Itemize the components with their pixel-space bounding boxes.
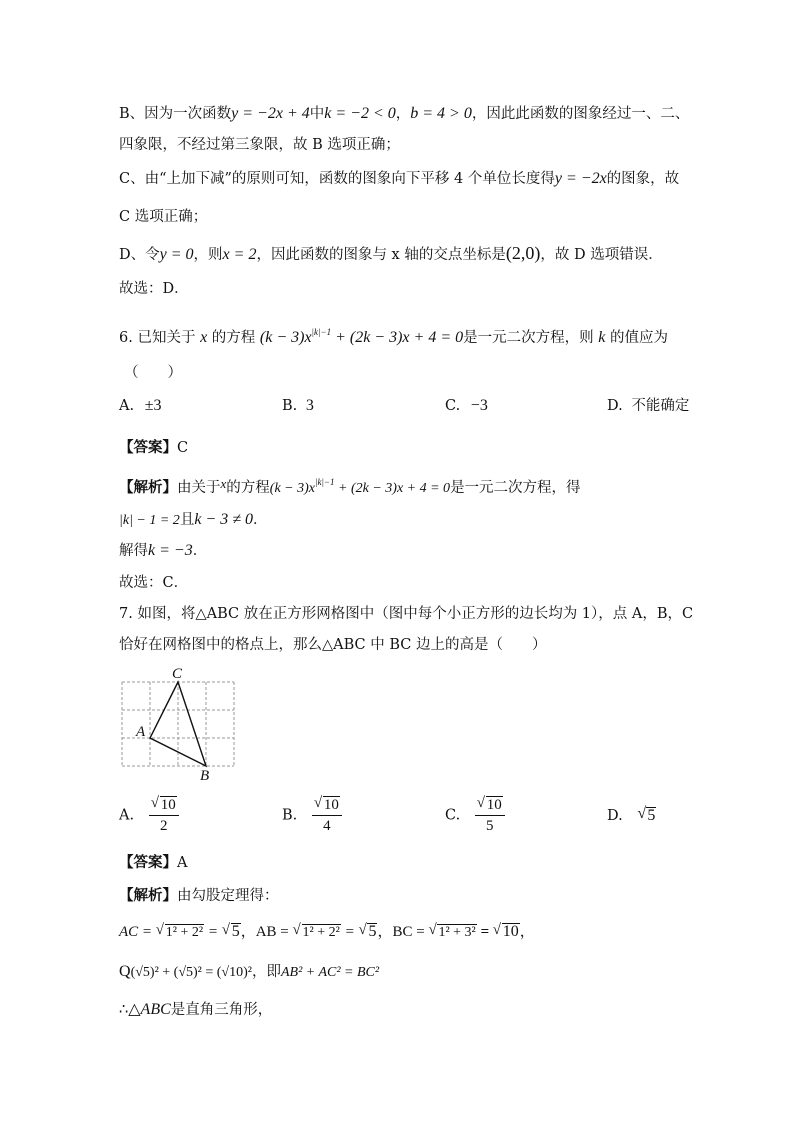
- answer-value: A: [177, 855, 188, 871]
- sqrt: √ 10: [313, 795, 339, 813]
- equation: (√5)² + (√5)² = (√10)²: [130, 965, 252, 980]
- text: ，即: [251, 964, 281, 980]
- q6-analysis-3: [119, 541, 207, 561]
- equation: y = −2x + 4: [231, 105, 310, 122]
- text: 由勾股定理得：: [177, 888, 279, 904]
- sqrt: √ 10: [492, 922, 519, 940]
- text: ，故 D 选项错误．: [540, 247, 663, 263]
- text: 的方程: [226, 480, 270, 496]
- equation: x: [220, 476, 227, 491]
- sqrt: √ 1² + 2²: [292, 922, 340, 940]
- label: C.: [445, 398, 461, 414]
- radicand: 5: [368, 923, 377, 940]
- eq-part: ，: [519, 924, 535, 940]
- equation: [269, 477, 451, 496]
- radicand: 1² + 2²: [302, 925, 340, 940]
- eq-part: =: [476, 924, 493, 940]
- q7-analysis-3: [119, 962, 379, 983]
- text: 是直角三角形，: [170, 1002, 273, 1018]
- q7-stem-1: 7. 如图，将△ABC 放在正方形网格图中（图中每个小正方形的边长均为 1），点 A，B，C: [119, 606, 694, 622]
- text: 的值应为: [609, 330, 668, 346]
- sqrt: √ 5: [637, 805, 656, 824]
- q7-figure: [112, 662, 242, 782]
- eq-part: =: [340, 924, 359, 940]
- radicand: 10: [486, 797, 502, 813]
- radicand: 10: [323, 797, 339, 813]
- denominator: 4: [323, 818, 331, 834]
- text: ，因此此函数的图象经过一、二、: [471, 106, 690, 122]
- text: B、因为一次函数: [119, 106, 232, 122]
- vertex-c-label: C: [172, 666, 183, 682]
- q6-option-d[interactable]: [607, 396, 689, 416]
- vertex-a-label: A: [136, 724, 146, 740]
- radicand: 5: [647, 807, 656, 824]
- value: 不能确定: [631, 398, 690, 414]
- radicand: 1² + 3²: [438, 925, 476, 940]
- text: 中: [309, 106, 325, 122]
- text: 的方程: [211, 330, 256, 346]
- q7-analysis-2: [119, 922, 535, 942]
- q7-option-d[interactable]: [607, 806, 656, 826]
- text: 6. 已知关于: [119, 330, 196, 346]
- option-c-line2: C 选项正确；: [119, 209, 208, 225]
- radicand: 10: [160, 797, 176, 813]
- equation: △ABC: [128, 1001, 171, 1018]
- eq-part: AC =: [119, 924, 156, 940]
- equation: k − 3 ≠ 0: [194, 511, 253, 528]
- text: 是一元二次方程，得: [450, 480, 581, 496]
- value: ±3: [144, 397, 162, 414]
- equation: k = −3: [148, 542, 193, 559]
- q7-answer: [119, 853, 187, 873]
- answer-value: C: [177, 440, 189, 456]
- eq-part: (k − 3)x: [259, 329, 312, 346]
- text: ，因此函数的图象与 x 轴的交点坐标是: [256, 247, 506, 263]
- analysis-tag: 【解析】: [119, 887, 177, 904]
- therefore-symbol: Q: [119, 963, 131, 980]
- q6-option-c[interactable]: [445, 396, 488, 416]
- equation: y = −2x: [554, 170, 607, 187]
- text: ．: [192, 543, 208, 559]
- answer-tag: 【答案】: [119, 439, 177, 456]
- text: ，则: [193, 247, 223, 263]
- label: C.: [445, 807, 461, 824]
- equation: |k| − 1 = 2: [119, 513, 180, 528]
- sqrt: √ 1² + 3²: [428, 922, 476, 940]
- grid-triangle-figure: [112, 662, 242, 782]
- q7-analysis-4: [119, 1000, 272, 1020]
- text: 的图象，故: [606, 171, 680, 187]
- denominator: 5: [486, 818, 494, 834]
- label: A.: [119, 398, 135, 414]
- equation: y = 0: [159, 246, 194, 263]
- option-b-line2: 四象限，不经过第三象限，故 B 选项正确；: [119, 137, 400, 153]
- label: B.: [282, 807, 298, 824]
- radicand: 5: [231, 923, 240, 940]
- radicand: 10: [502, 923, 519, 940]
- label: D.: [607, 808, 623, 824]
- exponent: |k|−1: [311, 327, 332, 337]
- fraction: [475, 796, 505, 835]
- q7-option-b[interactable]: [282, 796, 342, 835]
- answer-line: 故选：D．: [119, 281, 189, 297]
- option-c-line1: [119, 169, 679, 189]
- equation: k = −2 < 0: [324, 105, 396, 122]
- text: 是一元二次方程，则: [463, 330, 594, 346]
- radicand: 1² + 2²: [165, 925, 204, 940]
- q6-analysis-1: [119, 474, 581, 499]
- q7-option-c[interactable]: [445, 796, 505, 835]
- text: C、由“上加下减”的原则可知，函数的图象向下平移 4 个单位长度得: [119, 171, 555, 187]
- text: ，: [395, 106, 411, 122]
- q7-analysis-1: [119, 886, 279, 906]
- text: ．: [253, 512, 268, 528]
- sqrt: √ 10: [476, 795, 502, 813]
- vertex-b-label: B: [200, 768, 210, 782]
- q7-stem-2: 恰好在网格图中的格点上，那么△ABC 中 BC 边上的高是（ ）: [119, 637, 547, 653]
- option-b-line1: [119, 104, 689, 124]
- eq-part: ，AB =: [240, 924, 293, 940]
- sqrt: √ 5: [221, 922, 240, 940]
- equation: x: [200, 329, 208, 346]
- text: 由关于: [177, 480, 221, 496]
- denominator: 2: [159, 818, 168, 834]
- equation: (2,0): [505, 243, 541, 263]
- q6-option-b[interactable]: [282, 396, 314, 416]
- fraction: [312, 796, 342, 835]
- value: 3: [305, 397, 314, 414]
- q6-analysis-4: 故选：C．: [119, 575, 189, 591]
- sqrt: √ 10: [150, 795, 176, 813]
- eq-part: + (2k − 3)x + 4 = 0: [334, 481, 451, 496]
- therefore-symbol: ∴: [119, 1002, 129, 1018]
- sqrt: √ 5: [358, 922, 377, 940]
- equation: x = 2: [222, 246, 257, 263]
- q6-option-a[interactable]: [119, 396, 161, 416]
- equation: AB² + AC² = BC²: [280, 965, 380, 980]
- equation: k: [598, 329, 606, 346]
- label: A.: [119, 807, 135, 824]
- equation: b = 4 > 0: [410, 105, 472, 122]
- equation: [260, 329, 463, 346]
- analysis-tag: 【解析】: [119, 479, 177, 496]
- eq-part: =: [204, 924, 222, 940]
- eq-part: ，BC =: [377, 924, 429, 940]
- eq-part: (k − 3)x: [269, 481, 315, 496]
- value: −3: [470, 397, 488, 414]
- q6-stem: [119, 328, 668, 348]
- answer-tag: 【答案】: [119, 854, 177, 871]
- q7-option-a[interactable]: [119, 796, 179, 835]
- text: 解得: [119, 543, 148, 559]
- option-d-line: [119, 243, 663, 265]
- fraction: [149, 796, 179, 835]
- text: 且: [179, 512, 195, 528]
- eq-part: + (2k − 3)x + 4 = 0: [331, 329, 464, 346]
- q6-answer: [119, 438, 188, 458]
- label: D.: [607, 398, 623, 414]
- text: D、令: [119, 247, 160, 263]
- sqrt: √ 1² + 2²: [155, 922, 204, 940]
- exponent: |k|−1: [314, 477, 335, 487]
- q6-analysis-2: [119, 510, 268, 531]
- label: B.: [282, 398, 298, 414]
- q6-paren: （ ）: [124, 365, 182, 381]
